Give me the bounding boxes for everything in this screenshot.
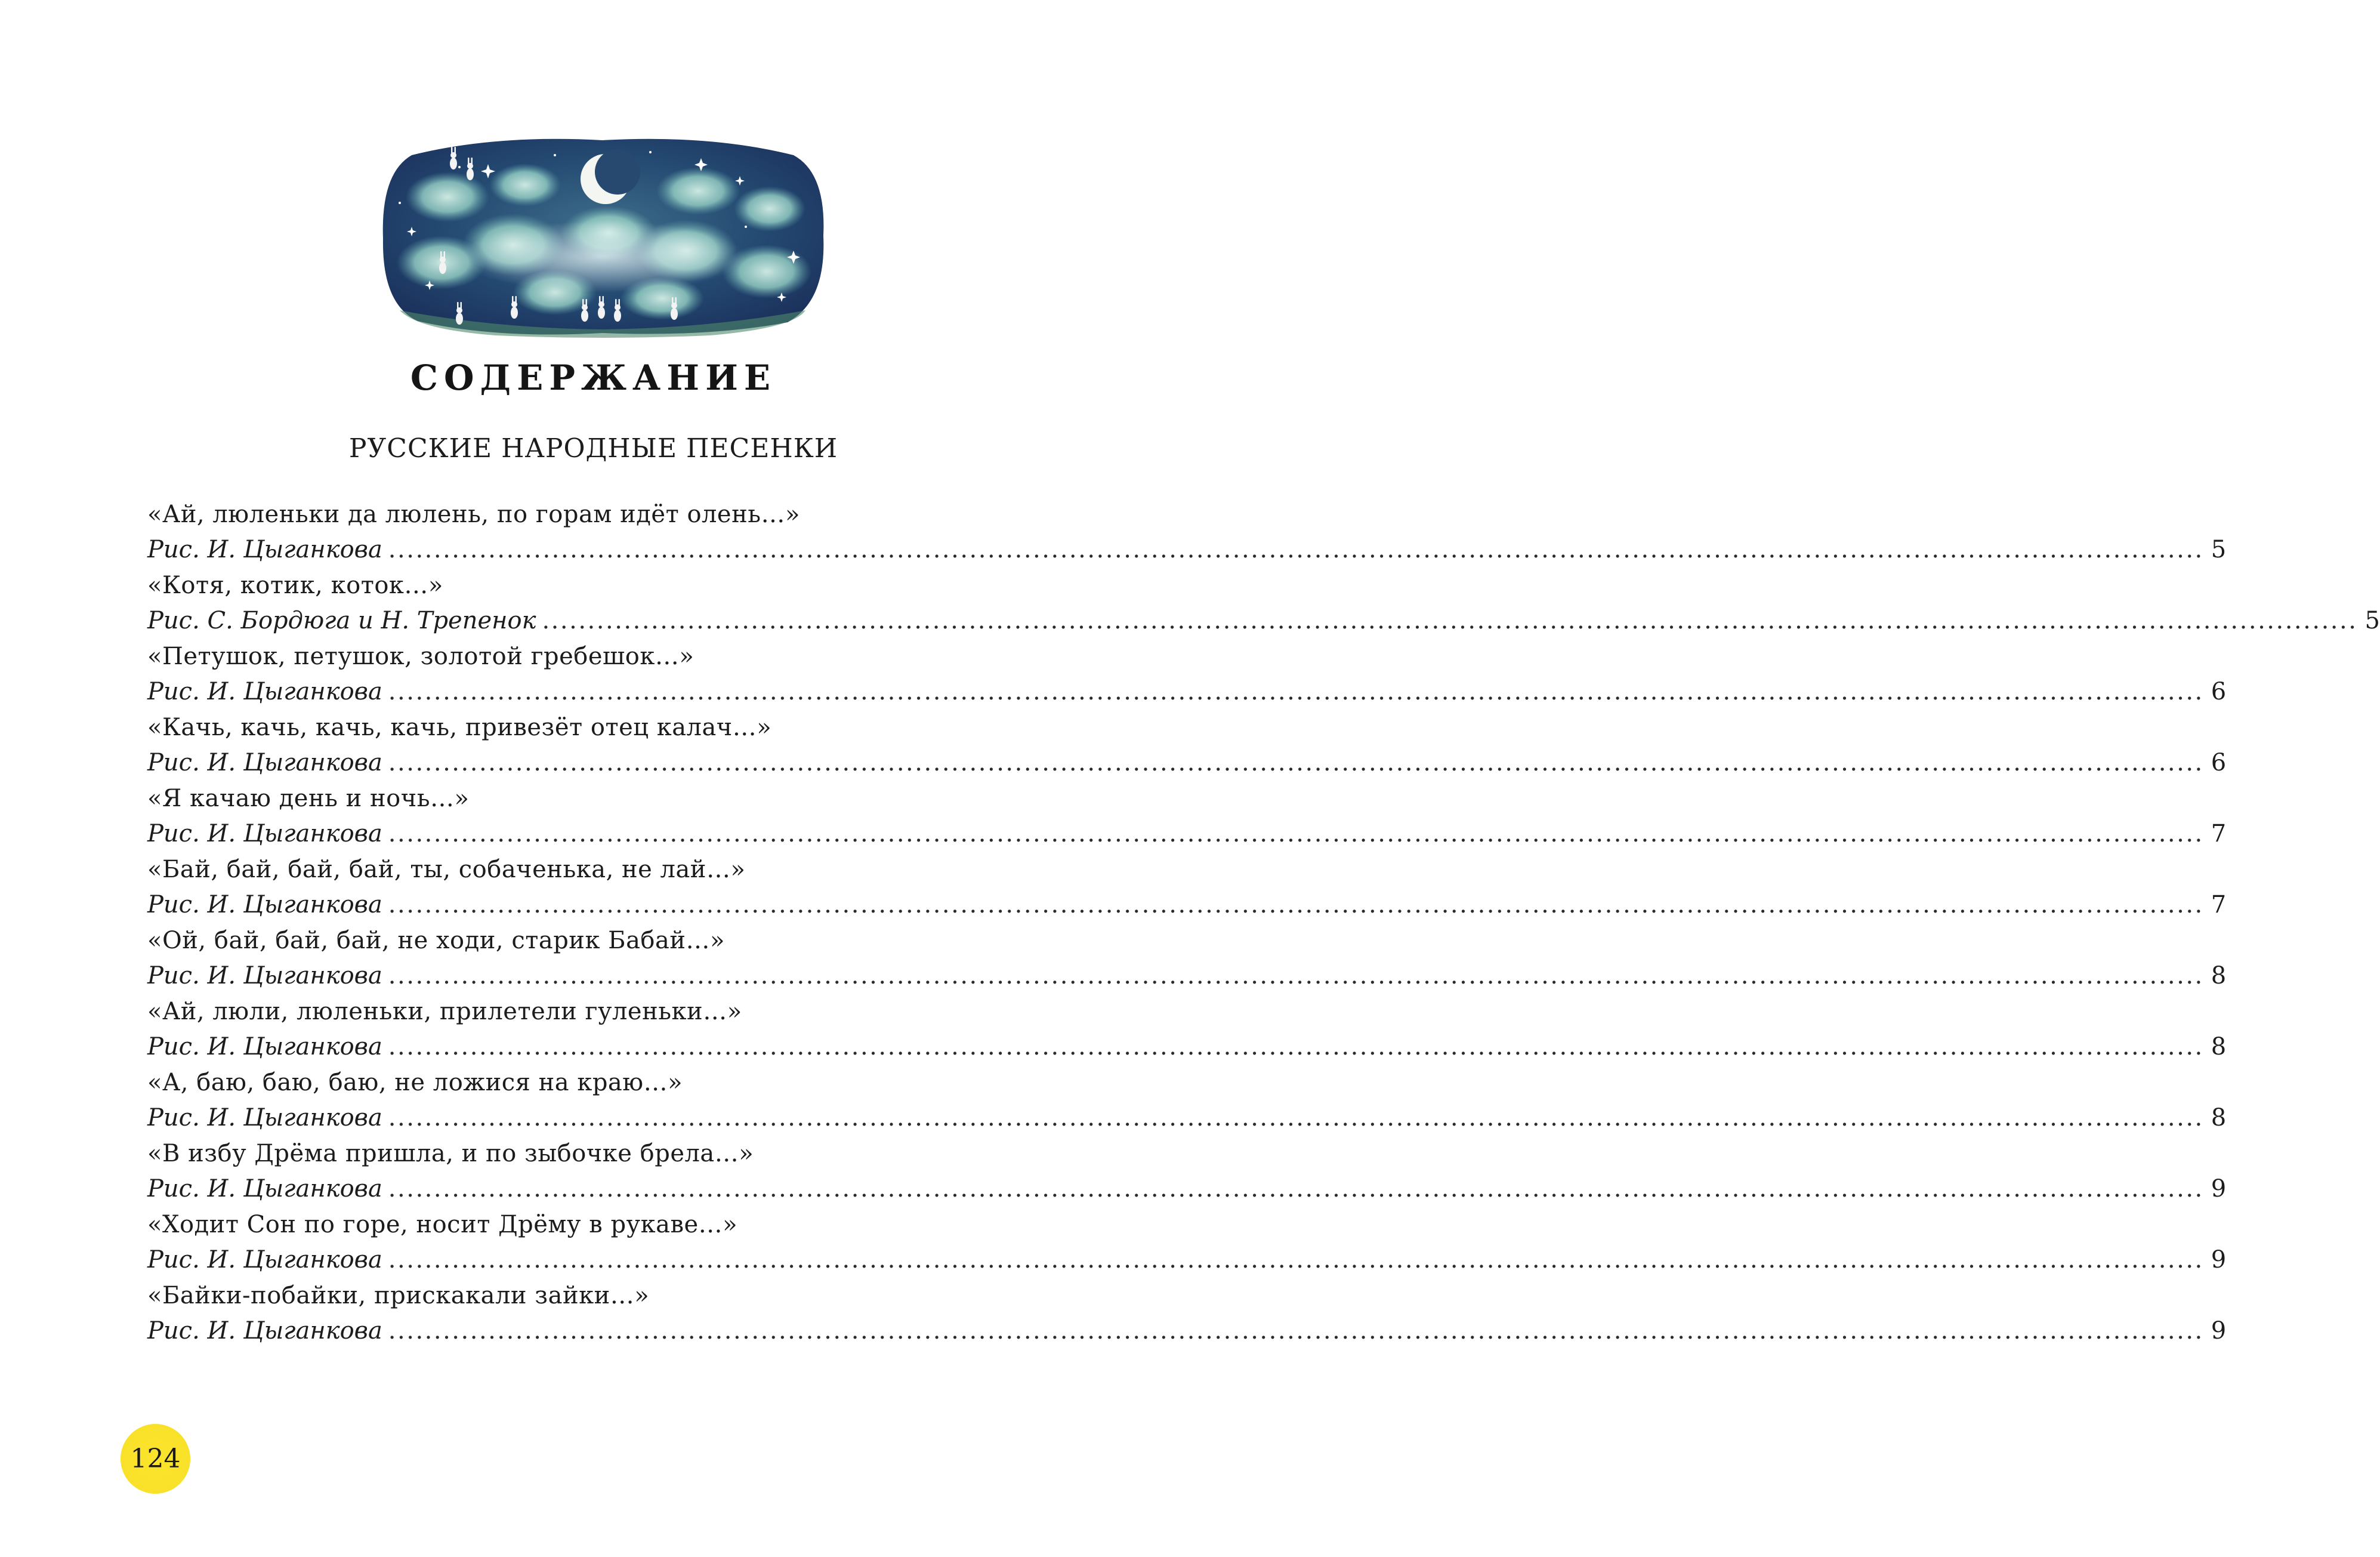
toc-entry-artist: Рис. И. Цыганкова	[147, 891, 382, 918]
toc-entry-credit	[147, 532, 2227, 568]
dot-leader: ........................................................................................................................................................................................................	[388, 962, 2204, 989]
toc-entry-credit	[147, 603, 2380, 639]
toc-entry-artist: Рис. И. Цыганкова	[147, 1175, 382, 1203]
dot-leader: ........................................................................................................................................................................................................	[388, 1104, 2204, 1131]
toc-entry[interactable]	[147, 852, 2227, 923]
toc-entry-title: «Байки-побайки, прискакали зайки…»	[147, 1282, 650, 1309]
toc-entry-page: 5	[2364, 607, 2380, 634]
toc-entry[interactable]	[147, 781, 2227, 852]
toc-entry-title: «Петушок, петушок, золотой гребешок…»	[147, 643, 694, 670]
toc-entry-title: «Качь, качь, качь, качь, привезёт отец калач…»	[147, 714, 772, 741]
toc-entry-title: «Ой, бай, бай, бай, не ходи, старик Бабай…»	[147, 927, 725, 954]
toc-entry-title: «Котя, котик, коток…»	[147, 572, 443, 599]
toc-entry-credit	[147, 1029, 2227, 1065]
dot-leader: ........................................................................................................................................................................................................	[388, 678, 2204, 705]
toc-entry-credit	[147, 1242, 2227, 1278]
toc-entry-artist: Рис. И. Цыганкова	[147, 820, 382, 847]
night-sky-illustration	[376, 131, 829, 340]
dot-leader: ........................................................................................................................................................................................................	[388, 1246, 2204, 1274]
dot-leader: ........................................................................................................................................................................................................	[388, 536, 2204, 563]
toc-entry-credit	[147, 674, 2227, 710]
dot-leader: ........................................................................................................................................................................................................	[388, 1175, 2204, 1203]
toc-entry-page: 6	[2211, 678, 2227, 705]
dot-leader: ........................................................................................................................................................................................................	[388, 1033, 2204, 1060]
toc-entry-title: «В избу Дрёма пришла, и по зыбочке брела…»	[147, 1140, 754, 1167]
toc-entry-artist: Рис. И. Цыганкова	[147, 749, 382, 776]
toc-entry-credit	[147, 1171, 2227, 1207]
toc-entry-credit	[147, 1100, 2227, 1136]
dot-leader: ........................................................................................................................................................................................................	[388, 891, 2204, 918]
toc-entry-artist: Рис. И. Цыганкова	[147, 1246, 382, 1274]
toc-entry-artist: Рис. И. Цыганкова	[147, 1317, 382, 1345]
toc-entry[interactable]	[147, 1278, 2227, 1349]
table-of-contents	[147, 497, 2380, 1349]
toc-entry-artist: Рис. С. Бордюга и Н. Трепенок	[147, 607, 536, 634]
toc-entry-credit	[147, 1314, 2227, 1349]
toc-entry-credit	[147, 887, 2227, 923]
toc-entry-title: «Ай, люли, люленьки, прилетели гуленьки…»	[147, 998, 742, 1025]
toc-entry-page: 6	[2211, 749, 2227, 776]
toc-entry-artist: Рис. И. Цыганкова	[147, 536, 382, 563]
toc-entry-page: 8	[2211, 962, 2227, 989]
toc-entry-artist: Рис. И. Цыганкова	[147, 962, 382, 989]
toc-entry-artist: Рис. И. Цыганкова	[147, 678, 382, 705]
toc-entry-credit	[147, 958, 2227, 994]
toc-entry-page: 8	[2211, 1033, 2227, 1060]
toc-entry[interactable]	[147, 994, 2227, 1065]
toc-entry[interactable]	[147, 1065, 2227, 1136]
toc-entry-page: 9	[2211, 1246, 2227, 1274]
toc-entry-credit	[147, 745, 2227, 781]
toc-entry[interactable]	[147, 568, 2380, 639]
toc-entry-page: 8	[2211, 1104, 2227, 1131]
page-title: СОДЕРЖАНИЕ	[410, 357, 777, 398]
toc-entry-title: «Я качаю день и ночь…»	[147, 785, 470, 812]
toc-entry-artist: Рис. И. Цыганкова	[147, 1104, 382, 1131]
toc-entry-credit	[147, 816, 2227, 852]
toc-entry-page: 7	[2211, 891, 2227, 918]
toc-entry[interactable]	[147, 639, 2227, 710]
toc-entry[interactable]	[147, 1207, 2227, 1278]
toc-entry[interactable]	[147, 497, 2227, 568]
toc-entry-page: 5	[2211, 536, 2227, 563]
dot-leader: ........................................................................................................................................................................................................	[388, 749, 2204, 776]
page-number-badge	[121, 1424, 190, 1494]
toc-entry[interactable]	[147, 1136, 2227, 1207]
toc-entry-page: 9	[2211, 1317, 2227, 1345]
toc-entry-page: 9	[2211, 1175, 2227, 1203]
night-sky-hares-moon-icon	[376, 131, 829, 340]
toc-entry-page: 7	[2211, 820, 2227, 847]
dot-leader: ........................................................................................................................................................................................................	[542, 607, 2358, 634]
page-number: 124	[130, 1444, 181, 1474]
toc-entry-title: «А, баю, баю, баю, не ложися на краю…»	[147, 1069, 683, 1096]
dot-leader: ........................................................................................................................................................................................................	[388, 1317, 2204, 1345]
toc-entry-title: «Ай, люленьки да люлень, по горам идёт олень…»	[147, 501, 801, 528]
toc-entry-title: «Бай, бай, бай, бай, ты, собаченька, не лай…»	[147, 856, 746, 883]
section-title: РУССКИЕ НАРОДНЫЕ ПЕСЕНКИ	[348, 433, 838, 464]
toc-entry[interactable]	[147, 923, 2227, 994]
toc-entry[interactable]	[147, 710, 2227, 781]
dot-leader: ........................................................................................................................................................................................................	[388, 820, 2204, 847]
toc-entry-artist: Рис. И. Цыганкова	[147, 1033, 382, 1060]
toc-entry-title: «Ходит Сон по горе, носит Дрёму в рукаве…»	[147, 1211, 738, 1238]
